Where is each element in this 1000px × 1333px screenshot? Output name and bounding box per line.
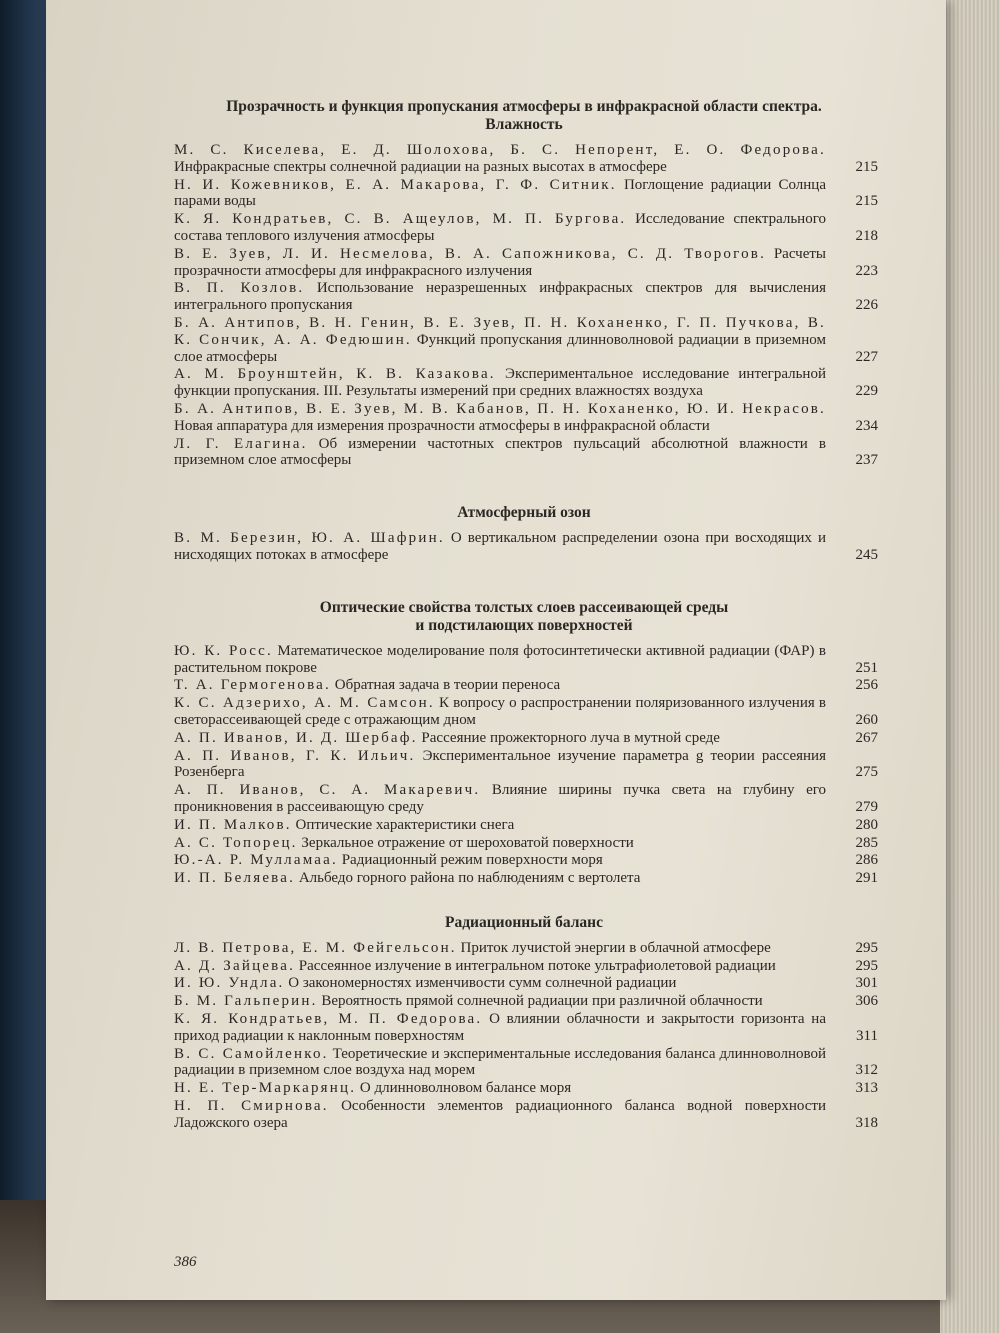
toc-entry	[174, 176, 878, 211]
section-title-line: Прозрачность и функция пропускания атмосферы в инфракрасной области спектра.	[226, 98, 822, 115]
section-title-line: Радиационный баланс	[444, 913, 603, 931]
entry-page: 279	[855, 798, 878, 815]
toc-entry	[174, 280, 878, 314]
entry-title: Приток лучистой энергии в облачной атмосфере	[460, 939, 771, 956]
entry-page: 245	[855, 546, 878, 563]
entry-page: 256	[855, 677, 878, 694]
entry-authors: А. С. Топорец.	[174, 834, 298, 851]
entry-title: Рассеяние прожекторного луча в мутной среде	[421, 729, 720, 746]
entry-title: Исследование спектрального состава теплового излучения атмосферы	[174, 211, 826, 244]
entry-title: О влиянии облачности и закрытости горизонта на приход радиации к наклонным поверхностям	[174, 1011, 826, 1044]
entry-authors: В. М. Березин, Ю. А. Шафрин.	[174, 530, 445, 547]
entry-title: К вопросу о распространении поляризованного излучения в светорассеивающей среде с отражающим дном	[174, 695, 826, 728]
toc-entry	[174, 993, 878, 1010]
entry-authors: Н. И. Кожевников, Е. А. Макарова, Г. Ф. Ситник.	[174, 176, 617, 193]
toc-entry	[174, 211, 878, 245]
entry-title: Влияние ширины пучка света на глубину его проникновения в рассеивающую среду	[174, 782, 827, 815]
entry-authors: Ю.-А. Р. Мулламаа.	[174, 852, 338, 869]
toc-entry	[174, 245, 878, 280]
toc-entry	[174, 816, 878, 834]
section-title-line: Атмосферный озон	[457, 504, 591, 522]
entry-title: Экспериментальное изучение параметра g теории рассеяния Розенберга	[174, 747, 826, 781]
section-transparency	[174, 98, 878, 469]
toc-entry	[174, 314, 878, 365]
toc-entry	[174, 142, 878, 176]
entry-authors: Л. Г. Елагина.	[174, 435, 308, 452]
entry-title: Поглощение радиации Солнца парами воды	[174, 176, 826, 210]
entry-page: 215	[855, 158, 878, 175]
toc-entry	[174, 1098, 878, 1132]
section-title	[174, 599, 874, 635]
entry-authors: К. Я. Кондратьев, М. П. Федорова.	[174, 1011, 483, 1028]
entry-page: 291	[855, 870, 878, 887]
entry-authors: К. С. Адзерихо, А. М. Самсон.	[174, 695, 435, 712]
toc-entry	[174, 1011, 878, 1045]
entry-page: 313	[855, 1080, 878, 1097]
entry-title: Особенности элементов радиационного баланса водной поверхности Ладожского озера	[174, 1098, 827, 1131]
entry-title: Экспериментальное исследование интегральной функции пропускания. III. Результаты измерений при средних влажностях воздуха	[174, 366, 826, 400]
entry-page: 234	[855, 417, 878, 434]
toc-entry	[174, 642, 878, 677]
entry-title: О закономерностях изменчивости сумм солнечной радиации	[288, 975, 677, 992]
entry-title: Альбедо горного района по наблюдениям с вертолета	[298, 870, 641, 887]
entry-page: 306	[855, 993, 878, 1010]
entry-authors: А. П. Иванов, С. А. Макаревич.	[174, 782, 481, 799]
entry-title: Рассеянное излучение в интегральном потоке ультрафиолетовой радиации	[298, 957, 776, 974]
entry-title: Новая аппаратура для измерения прозрачности атмосферы в инфракрасной области	[174, 417, 710, 434]
entry-authors: Ю. К. Росс.	[174, 642, 273, 659]
toc-entry	[174, 695, 878, 729]
entry-authors: А. П. Иванов, И. Д. Шербаф.	[174, 729, 418, 746]
entry-page: 275	[855, 764, 878, 781]
entry-authors: Б. А. Антипов, В. Н. Генин, В. Е. Зуев, П. Н. Коханенко, Г. П. Пучкова, В. К. Сончик, А. А. Федюшин.	[174, 314, 826, 348]
toc-entry	[174, 852, 878, 869]
entry-page: 229	[855, 383, 878, 400]
entry-page: 286	[855, 852, 878, 869]
section-title	[174, 98, 874, 134]
entry-authors: И. П. Беляева.	[174, 870, 296, 887]
entry-authors: Н. П. Смирнова.	[174, 1098, 329, 1115]
entry-page: 295	[855, 957, 878, 974]
section-title	[174, 914, 874, 932]
section-ozone	[174, 504, 878, 564]
entry-authors: Б. А. Антипов, В. Е. Зуев, М. В. Кабанов, П. Н. Коханенко, Ю. И. Некрасов.	[174, 400, 826, 417]
section-title-line: Оптические свойства толстых слоев рассеивающей среды	[319, 598, 729, 616]
toc-entry	[174, 975, 878, 992]
entry-title: Использование неразрешенных инфракрасных спектров для вычисления интегрального пропускания	[174, 280, 827, 314]
entry-page: 237	[855, 452, 878, 469]
entry-authors: Н. Е. Тер-Маркарянц.	[174, 1080, 357, 1097]
entry-authors: К. Я. Кондратьев, С. В. Ащеулов, М. П. Бургова.	[174, 211, 627, 228]
entry-page: 312	[855, 1062, 878, 1079]
entry-page: 311	[856, 1027, 878, 1044]
entry-page: 218	[855, 227, 878, 244]
entry-title: Теоретические и экспериментальные исследования баланса длинноволновой радиации в приземном слое воздуха над морем	[174, 1045, 826, 1079]
entry-title: Инфракрасные спектры солнечной радиации на разных высотах в атмосфере	[174, 158, 667, 175]
entry-page: 295	[855, 939, 878, 956]
toc-entry	[174, 400, 878, 435]
toc-entry	[174, 677, 878, 694]
book-binding	[0, 0, 48, 1333]
entry-authors: А. П. Иванов, Г. К. Ильич.	[174, 747, 416, 764]
entry-authors: М. С. Киселева, Е. Д. Шолохова, Б. С. Непорент, Е. О. Федорова.	[174, 142, 826, 158]
entry-authors: Б. М. Гальперин.	[174, 993, 318, 1010]
entry-page: 318	[855, 1114, 878, 1131]
toc-entry	[174, 530, 878, 564]
toc-entry	[174, 747, 878, 782]
entry-title: Об измерении частотных спектров пульсаций абсолютной влажности в приземном слое атмосферы	[174, 435, 827, 469]
entry-page: 215	[855, 193, 878, 210]
entry-title: Функций пропускания длинноволновой радиации в приземном слое атмосферы	[174, 331, 826, 365]
section-radiation-balance	[174, 913, 878, 1132]
section-title-line: Влажность	[485, 116, 563, 133]
entry-authors: А. Д. Зайцева.	[174, 957, 296, 974]
toc-entry	[174, 957, 878, 975]
entry-page: 301	[855, 975, 878, 992]
entry-authors: В. Е. Зуев, Л. И. Несмелова, В. А. Сапожникова, С. Д. Творогов.	[174, 245, 767, 262]
book-page	[46, 0, 946, 1300]
entry-title: Зеркальное отражение от шероховатой поверхности	[301, 834, 634, 851]
entry-title: Радиационный режим поверхности моря	[341, 852, 603, 869]
entry-authors: В. С. Самойленко.	[174, 1045, 329, 1062]
toc-entry	[174, 834, 878, 852]
entry-page: 267	[855, 729, 878, 746]
entry-authors: И. Ю. Ундла.	[174, 975, 285, 992]
entry-title: Расчеты прозрачности атмосферы для инфракрасного излучения	[174, 245, 827, 279]
toc-entry	[174, 366, 878, 400]
section-optical-properties	[174, 598, 878, 887]
entry-page: 285	[855, 834, 878, 851]
toc-entry	[174, 782, 878, 816]
section-title	[174, 504, 874, 522]
toc-entry	[174, 939, 878, 957]
toc-entry	[174, 729, 878, 747]
entry-page: 223	[855, 262, 878, 279]
toc-entry	[174, 870, 878, 887]
entry-page: 280	[855, 816, 878, 833]
entry-page: 260	[855, 711, 878, 728]
entry-title: О вертикальном распределении озона при восходящих и нисходящих потоках в атмосфере	[174, 530, 827, 563]
page-edges	[940, 0, 1000, 1333]
entry-authors: А. М. Броунштейн, К. В. Казакова.	[174, 366, 496, 383]
entry-title: Оптические характеристики снега	[295, 816, 515, 833]
page-number: 386	[174, 1254, 197, 1270]
toc-entry	[174, 1080, 878, 1097]
entry-authors: Т. А. Гермогенова.	[174, 677, 331, 694]
table-of-contents	[174, 98, 878, 1133]
entry-page: 226	[855, 297, 878, 314]
toc-entry	[174, 1045, 878, 1080]
entry-title: Математическое моделирование поля фотосинтетически активной радиации (ФАР) в растительном покрове	[174, 642, 827, 676]
entry-page: 251	[855, 659, 878, 676]
entry-authors: Л. В. Петрова, Е. М. Фейгельсон.	[174, 939, 457, 956]
entry-title: О длинноволновом балансе моря	[359, 1080, 572, 1097]
section-title-line: и подстилающих поверхностей	[415, 616, 633, 634]
entry-page: 227	[855, 348, 878, 365]
entry-title: Вероятность прямой солнечной радиации при различной облачности	[321, 993, 763, 1010]
entry-authors: И. П. Малков.	[174, 816, 292, 833]
toc-entry	[174, 435, 878, 470]
entry-title: Обратная задача в теории переноса	[334, 677, 561, 694]
entry-authors: В. П. Козлов.	[174, 280, 305, 297]
